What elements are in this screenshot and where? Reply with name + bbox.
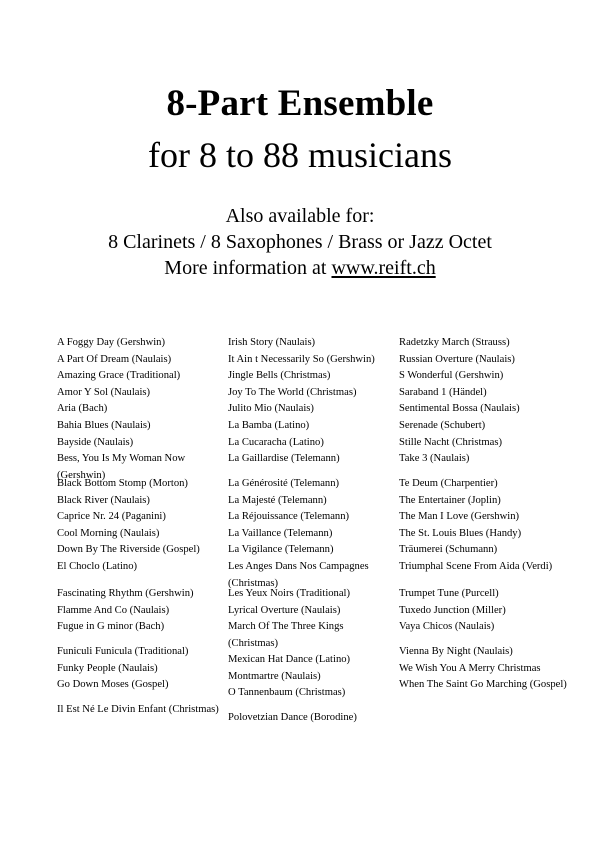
list-item: Take 3 (Naulais) bbox=[399, 453, 470, 465]
list-item: Vaya Chicos (Naulais) bbox=[399, 621, 495, 633]
list-item: The St. Louis Blues (Handy) bbox=[399, 527, 522, 539]
list-item: Les Yeux Noirs (Traditional) bbox=[228, 588, 351, 599]
list-item: Saraband 1 (Händel) bbox=[399, 386, 487, 398]
list-item: Funky People (Naulais) bbox=[57, 662, 158, 674]
website-link[interactable]: www.reift.ch bbox=[331, 257, 436, 279]
list-item: Fascinating Rhythm (Gershwin) bbox=[57, 588, 194, 599]
list-item: La Bamba (Latino) bbox=[228, 420, 310, 431]
list-item: Bahia Blues (Naulais) bbox=[57, 420, 151, 431]
list-item: Joy To The World (Christmas) bbox=[228, 386, 357, 398]
list-item: Down By The Riverside (Gospel) bbox=[57, 544, 200, 556]
list-item: Bayside (Naulais) bbox=[57, 436, 134, 448]
list-item: Bess, You Is My Woman Now (Gershwin) bbox=[57, 453, 186, 481]
list-item: When The Saint Go Marching (Gospel) bbox=[399, 679, 567, 691]
list-item: A Part Of Dream (Naulais) bbox=[57, 353, 172, 365]
list-item: Cool Morning (Naulais) bbox=[57, 527, 160, 539]
list-item: La Cucaracha (Latino) bbox=[228, 436, 324, 448]
list-item: We Wish You A Merry Christmas bbox=[399, 662, 541, 674]
list-item: S Wonderful (Gershwin) bbox=[399, 370, 504, 382]
list-item: Caprice Nr. 24 (Paganini) bbox=[57, 511, 166, 523]
list-item: La Majesté (Telemann) bbox=[228, 494, 327, 506]
list-item: Il Est Né Le Divin Enfant (Christmas) bbox=[57, 704, 219, 715]
list-item: Jingle Bells (Christmas) bbox=[228, 370, 331, 382]
list-item: Amor Y Sol (Naulais) bbox=[57, 386, 151, 398]
list-item: Radetzky March (Strauss) bbox=[399, 337, 510, 348]
list-item: Russian Overture (Naulais) bbox=[399, 353, 515, 365]
list-item: La Gaillardise (Telemann) bbox=[228, 453, 340, 465]
list-item: El Choclo (Latino) bbox=[57, 561, 138, 572]
list-item: Irish Story (Naulais) bbox=[228, 337, 316, 348]
info-line-1: Also available for: bbox=[225, 205, 375, 227]
list-item: A Foggy Day (Gershwin) bbox=[57, 337, 165, 348]
list-item: O Tannenbaum (Christmas) bbox=[228, 687, 346, 699]
list-item: Lyrical Overture (Naulais) bbox=[228, 604, 341, 616]
list-item: Les Anges Dans Nos Campagnes (Christmas) bbox=[228, 561, 369, 589]
availability-info bbox=[0, 203, 600, 281]
list-item: La Vigilance (Telemann) bbox=[228, 544, 334, 556]
list-item: Julito Mio (Naulais) bbox=[228, 403, 314, 415]
list-item: Amazing Grace (Traditional) bbox=[57, 370, 181, 382]
list-item: La Réjouissance (Telemann) bbox=[228, 511, 350, 523]
list-item: March Of The Three Kings (Christmas) bbox=[228, 621, 344, 649]
list-item: Triumphal Scene From Aida (Verdi) bbox=[399, 561, 553, 572]
list-item: Fugue in G minor (Bach) bbox=[57, 621, 165, 633]
list-item: Mexican Hat Dance (Latino) bbox=[228, 654, 351, 665]
list-item: Black Bottom Stomp (Morton) bbox=[57, 478, 188, 489]
list-item: Vienna By Night (Naulais) bbox=[399, 646, 513, 657]
list-item: Go Down Moses (Gospel) bbox=[57, 679, 169, 691]
page-subtitle: for 8 to 88 musicians bbox=[148, 135, 452, 175]
list-item: Polovetzian Dance (Borodine) bbox=[228, 712, 357, 723]
page-title: 8-Part Ensemble bbox=[166, 83, 434, 124]
list-item: Trumpet Tune (Purcell) bbox=[399, 588, 499, 599]
info-line-3-prefix: More information at bbox=[164, 257, 332, 279]
list-item: Funiculi Funicula (Traditional) bbox=[57, 646, 189, 657]
list-item: Tuxedo Junction (Miller) bbox=[399, 604, 506, 616]
list-item: The Entertainer (Joplin) bbox=[399, 494, 501, 506]
list-item: Serenade (Schubert) bbox=[399, 420, 486, 431]
info-line-3 bbox=[0, 255, 600, 281]
list-item: Montmartre (Naulais) bbox=[228, 670, 321, 682]
list-item: Aria (Bach) bbox=[57, 403, 108, 415]
list-item: La Vaillance (Telemann) bbox=[228, 527, 333, 539]
list-item: It Ain t Necessarily So (Gershwin) bbox=[228, 353, 375, 365]
list-item: Flamme And Co (Naulais) bbox=[57, 604, 170, 616]
list-item: Sentimental Bossa (Naulais) bbox=[399, 403, 520, 415]
list-item: Stille Nacht (Christmas) bbox=[399, 436, 502, 448]
list-item: The Man I Love (Gershwin) bbox=[399, 511, 520, 523]
info-line-2: 8 Clarinets / 8 Saxophones / Brass or Jazz Octet bbox=[108, 231, 492, 253]
list-item: Träumerei (Schumann) bbox=[399, 544, 498, 556]
list-item: Te Deum (Charpentier) bbox=[399, 478, 498, 489]
list-item: La Générosité (Telemann) bbox=[228, 478, 340, 489]
list-item: Black River (Naulais) bbox=[57, 494, 150, 506]
